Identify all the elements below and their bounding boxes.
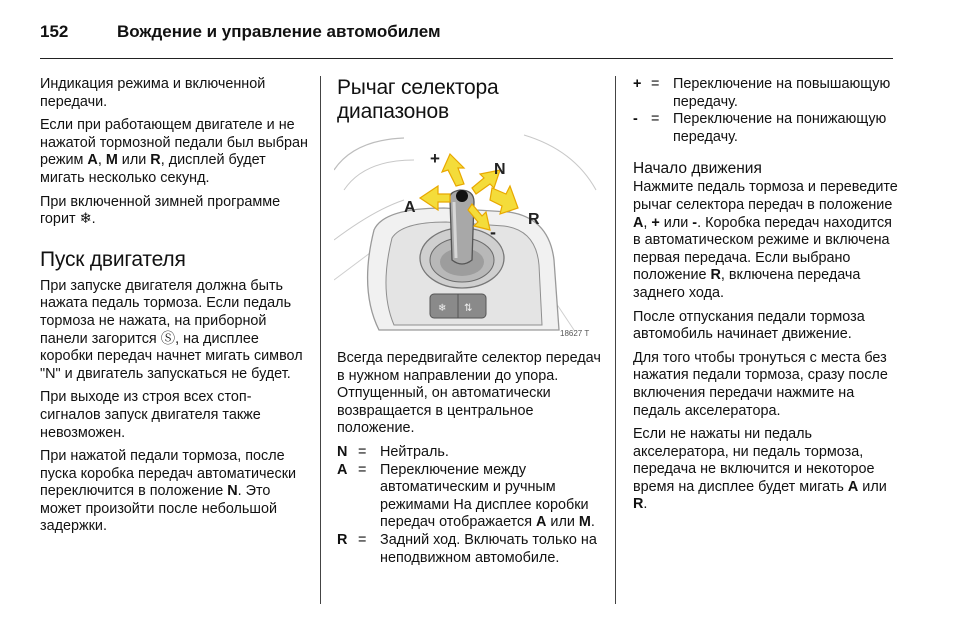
label-a: A [404,199,416,216]
paragraph: Для того чтобы тронуться с места без нажатия педали тормоза, сразу после включения передачи нажмите на педаль акселератора. [633,349,888,419]
column-right [633,76,899,520]
column-left [40,76,308,542]
svg-text:❄: ❄ [438,303,447,314]
paragraph: При выходе из строя всех стоп-сигналов запуск двигателя также невозможен. [40,389,261,441]
paragraph: При нажатой педали тормоза, после пуска коробка передач автоматически переключится в положение N. Это может произойти после небольшой задержки. [40,448,297,535]
label-n: N [494,161,506,178]
label-r: R [528,211,540,228]
paragraph: После отпускания педали тормоза автомобиль начинает движение. [633,308,865,343]
column-divider [320,76,321,604]
image-code: 18627 T [560,329,590,338]
definition-item: - = Переключение на понижающую передачу. [633,111,887,145]
subsection-heading: Начало движения [633,160,762,178]
paragraph: Нажмите педаль тормоза и переведите рычаг селектора передач в положение A, + или -. Коробка передач находится в автоматическом режиме и включена первая передача. Если выбрано положение R, включена передача заднего хода. [633,179,898,301]
paragraph: Если не нажаты ни педаль акселератора, ни педаль тормоза, передача не включится и некоторое время на дисплее будет мигать A или R. [633,426,887,513]
snowflake-icon: ❄ [79,211,92,228]
page-header [40,18,893,59]
paragraph: Если при работающем двигателе и не нажатой тормозной педали был выбран режим A, M или R, дисплей будет мигать несколько секунд. [40,117,308,186]
paragraph: При запуске двигателя должна быть нажата педаль тормоза. Если педаль тормоза не нажата, на приборной панели загорится Ⓢ, на дисплее коробки передач начнет мигать символ "N" и двигатель запускаться не будет. [40,277,303,382]
section-heading: Пуск двигателя [40,247,186,271]
definition-item: R = Задний ход. Включать только на неподвижном автомобиле. [337,531,597,566]
page-title: Вождение и управление автомобилем [117,22,441,41]
brake-warning-icon: Ⓢ [160,330,176,347]
column-middle [337,76,607,567]
definition-item: + = Переключение на повышающую передачу. [633,76,891,110]
definition-item: A = Переключение между автоматическим и ручным режимами На дисплее коробки передач отображается A или M. [337,461,595,531]
paragraph: Индикация режима и включенной передачи. [40,76,266,110]
paragraph: Всегда передвигайте селектор передач в нужном направлении до упора. Отпущенный, он автоматически возвращается в центральное положение. [337,350,601,437]
svg-text:⇅: ⇅ [464,303,473,314]
definition-item: N = Нейтраль. [337,443,449,460]
column-divider [615,76,616,604]
definition-list [633,76,899,146]
selector-lever-illustration [334,130,598,340]
label-minus: - [490,222,496,242]
section-heading: Рычаг селектора диапазонов [337,76,499,123]
definition-list [337,444,607,567]
page-number: 152 [40,22,69,41]
label-plus: + [430,149,440,168]
paragraph: При включенной зимней программе горит ❄. [40,193,281,228]
